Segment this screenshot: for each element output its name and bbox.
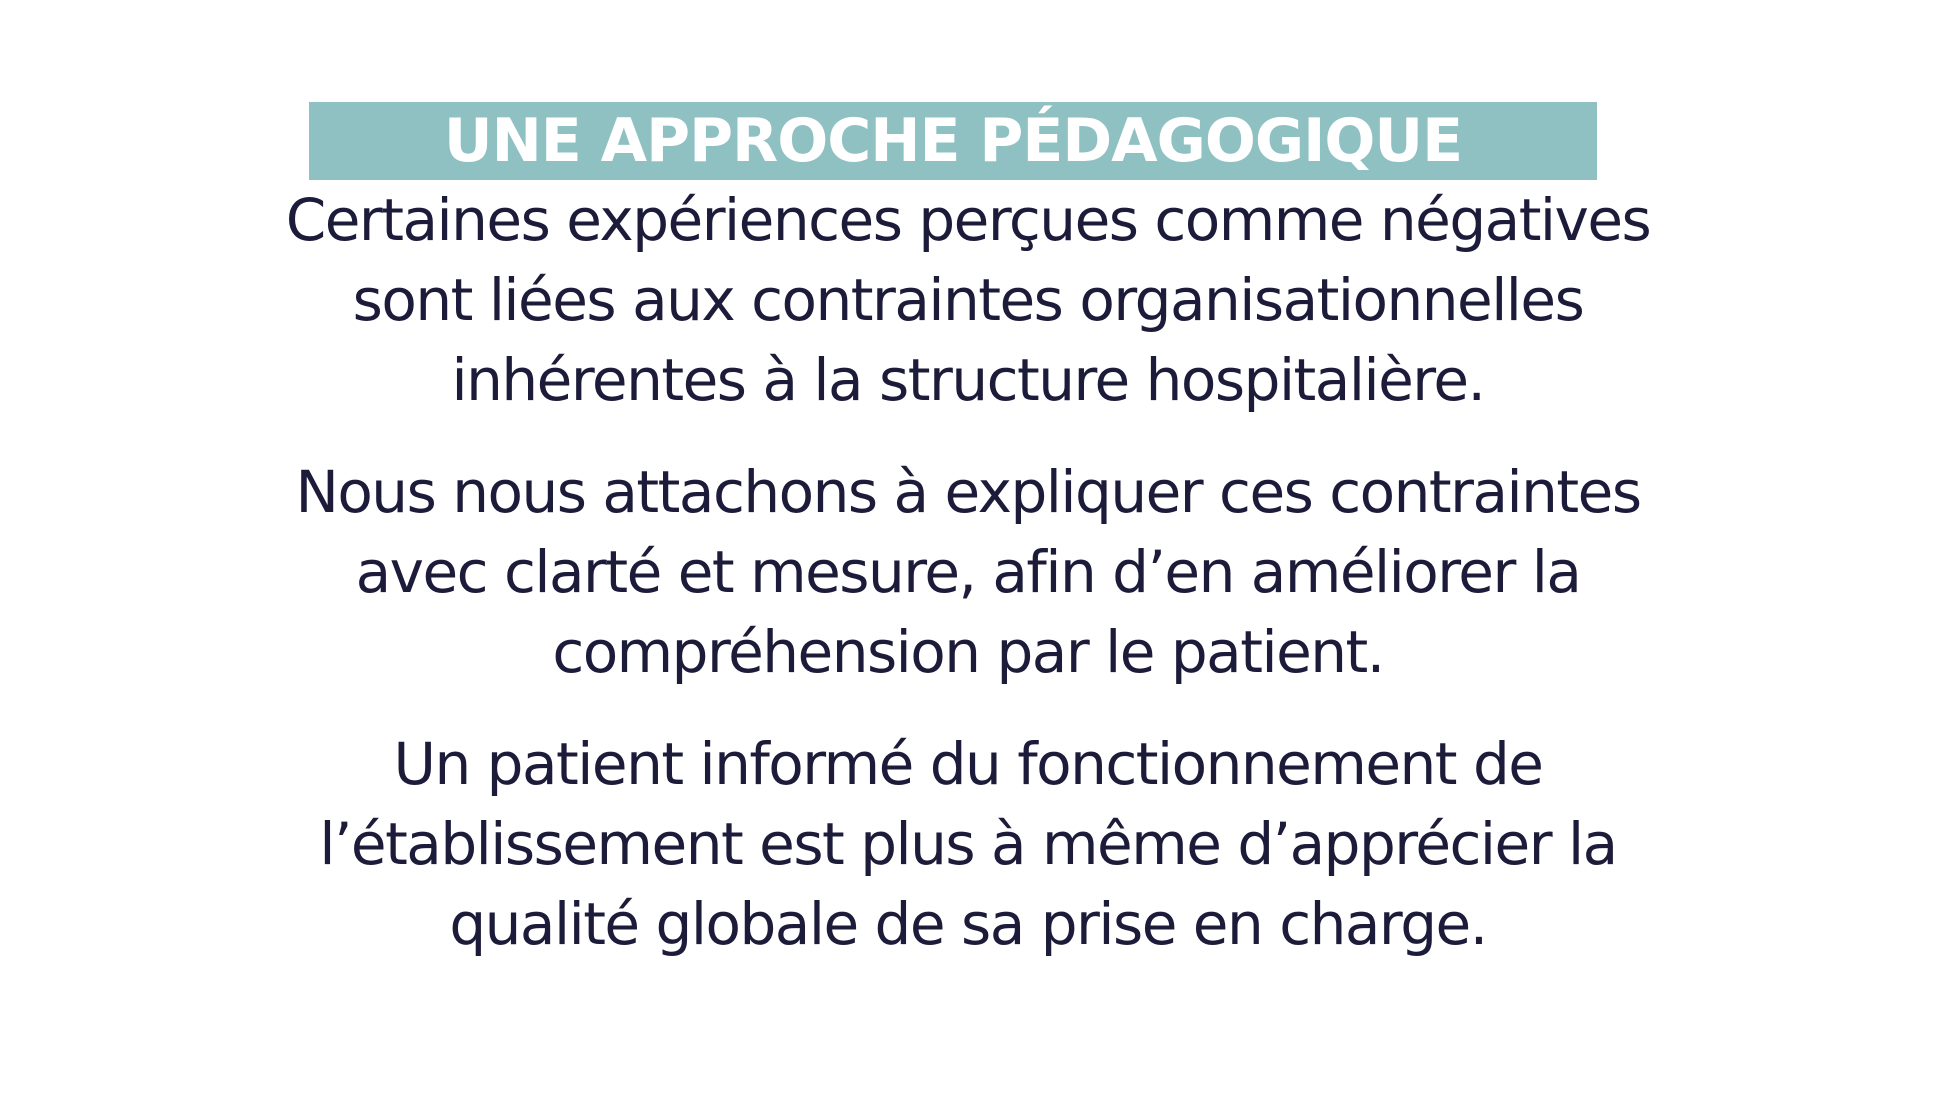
paragraph-line: Un patient informé du fonctionnement de <box>393 730 1543 798</box>
title-banner <box>309 102 1597 180</box>
paragraph-informed-patient <box>168 724 1768 964</box>
paragraph-line: sont liées aux contraintes organisationnelles <box>352 266 1584 334</box>
paragraph-explanation <box>168 452 1768 692</box>
body-text <box>168 180 1768 964</box>
paragraph-line: avec clarté et mesure, afin d’en améliorer la <box>355 538 1581 606</box>
paragraph-line: qualité globale de sa prise en charge. <box>449 890 1487 958</box>
paragraph-line: l’établissement est plus à même d’apprécier la <box>319 810 1617 878</box>
paragraph-constraints <box>168 180 1768 420</box>
paragraph-line: Certaines expériences perçues comme négatives <box>285 186 1651 254</box>
paragraph-line: compréhension par le patient. <box>552 618 1384 686</box>
paragraph-line: Nous nous attachons à expliquer ces contraintes <box>295 458 1641 526</box>
page-title: UNE APPROCHE PÉDAGOGIQUE <box>443 106 1463 176</box>
paragraph-line: inhérentes à la structure hospitalière. <box>451 346 1485 414</box>
